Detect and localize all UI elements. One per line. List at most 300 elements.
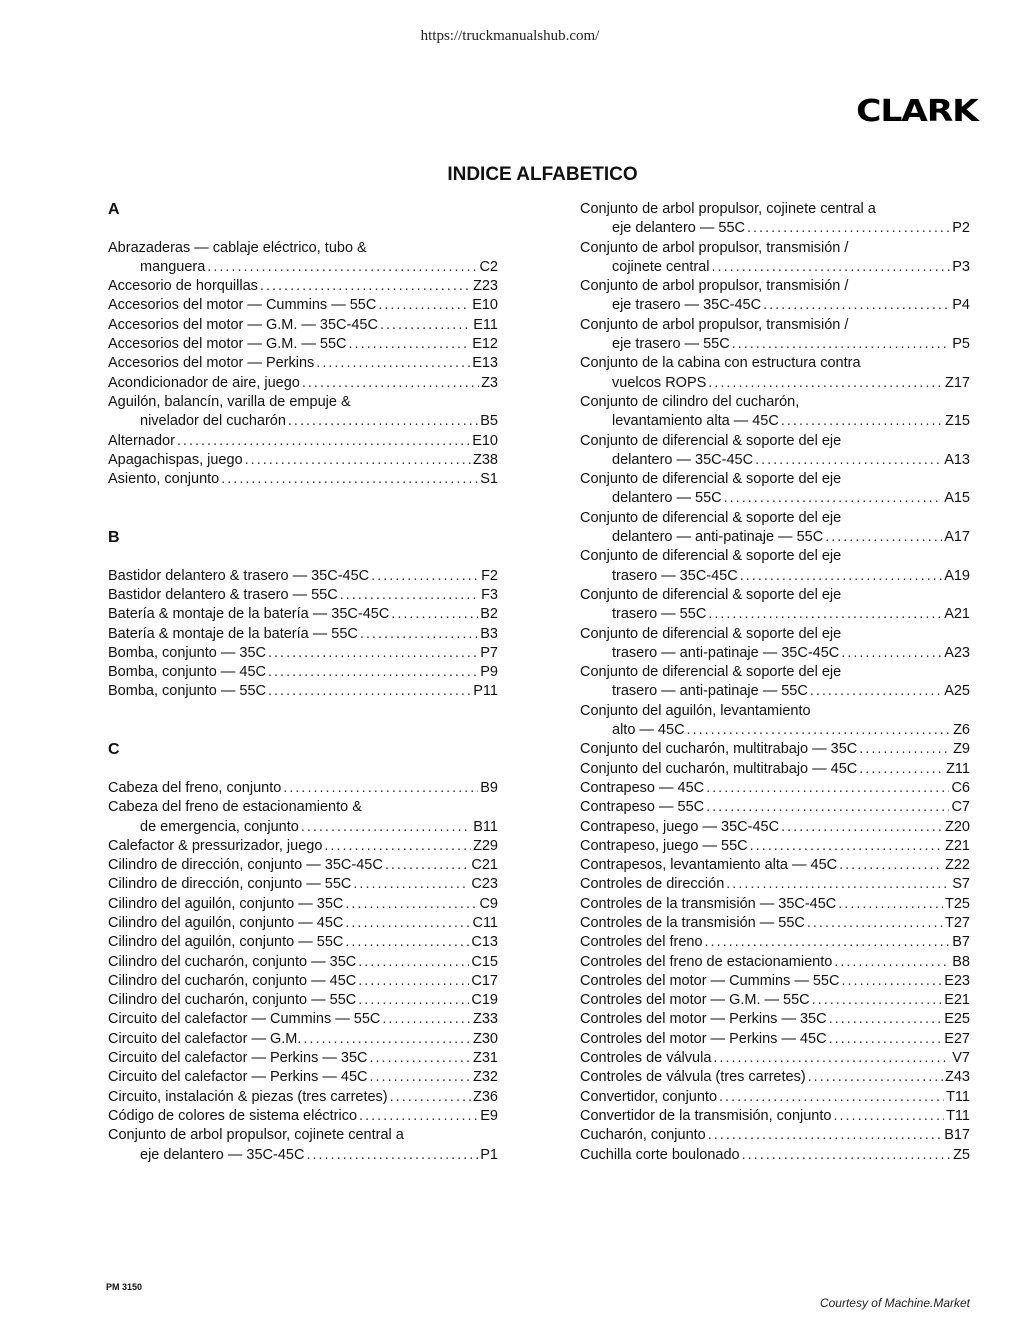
index-entry-line [108,277,498,296]
index-entry-line [580,914,970,933]
dot-leader [708,605,942,624]
index-entry-line [580,586,970,605]
dot-leader [358,953,469,972]
dot-leader [687,721,952,740]
page-ref: F2 [481,567,498,584]
index-entry-line [108,605,498,624]
index-entry-line [580,489,970,508]
page-ref: E23 [944,972,970,989]
section-letter: B [108,529,120,547]
entry-text: Conjunto de diferencial & soporte del eje [580,586,842,603]
entry-text: trasero — anti-patinaje — 35C-45C [612,644,840,661]
entry-text: eje delantero — 55C [612,220,745,237]
page-ref: Z32 [473,1069,498,1086]
section-gap [108,702,498,721]
dot-leader [382,1010,471,1029]
dot-leader [288,412,478,431]
index-entry-line [108,972,498,991]
index-entry-line [108,451,498,470]
index-entry-line [580,953,970,972]
dot-leader [301,818,471,837]
entry-text: Controles de válvula (tres carretes) [580,1069,806,1086]
index-entry-line [580,625,970,644]
entry-text: trasero — 35C-45C [612,567,738,584]
index-entry [108,1126,498,1165]
dot-leader [306,1146,478,1165]
index-entry [580,277,970,316]
entry-text: Cilindro del cucharón, conjunto — 45C [108,972,357,989]
entry-text: Controles del motor — Perkins — 35C [580,1011,827,1028]
entry-text: alto — 45C [612,722,685,739]
page-ref: Z20 [945,818,970,835]
index-entry [580,895,970,914]
page-ref: E11 [473,316,498,333]
page-ref: T27 [945,914,970,931]
entry-text: Conjunto del cucharón, multitrabajo — 35C [580,741,858,758]
page-ref: C9 [479,895,498,912]
index-entry-line [108,914,498,933]
index-entry-line [580,1030,970,1049]
index-entry-line [580,412,970,431]
section-gap [108,547,498,566]
index-entry-line [108,354,498,373]
entry-text: delantero — anti-patinaje — 55C [612,529,824,546]
index-entry-line [108,895,498,914]
entry-text: Cilindro del cucharón, conjunto — 55C [108,992,357,1009]
page-ref: E21 [944,992,970,1009]
entry-text: Aguilón, balancín, varilla de empuje & [108,393,351,410]
page-ref: P4 [952,297,970,314]
index-entry-line [580,1088,970,1107]
page-ref: Z31 [473,1050,498,1067]
page-ref: E13 [472,355,498,372]
page-ref: E12 [472,336,498,353]
entry-text: eje trasero — 55C [612,336,730,353]
dot-leader [825,528,942,547]
index-entry-line [580,1010,970,1029]
dot-leader [841,972,942,991]
dot-leader [708,1126,942,1145]
dot-leader [302,374,479,393]
index-entry [108,277,498,296]
page-ref: B2 [480,606,498,623]
entry-text: Conjunto de arbol propulsor, transmisión / [580,239,849,256]
page-ref: V7 [952,1050,970,1067]
page-ref: C19 [471,992,498,1009]
dot-leader [358,972,469,991]
courtesy-note: Courtesy of Machine.Market [819,1296,970,1310]
dot-leader [390,1088,471,1107]
index-entry [580,1030,970,1049]
dot-leader [706,779,949,798]
page-ref: A23 [944,644,970,661]
entry-text: Conjunto de diferencial & soporte del eje [580,664,842,681]
entry-text: delantero — 55C [612,490,722,507]
index-entry [580,875,970,894]
entry-text: Código de colores de sistema eléctrico [108,1107,358,1124]
dot-leader [834,953,950,972]
dot-leader [359,1107,478,1126]
entry-text: trasero — anti-patinaje — 55C [612,683,808,700]
entry-text: nivelador del cucharón [140,413,286,430]
dot-leader [755,451,942,470]
index-entry [108,432,498,451]
dot-leader [763,296,950,315]
dot-leader [859,740,951,759]
index-entry-line [580,837,970,856]
dot-leader [829,1030,943,1049]
page-ref: Z43 [945,1069,970,1086]
entry-text: Conjunto de arbol propulsor, transmisión / [580,278,849,295]
index-entry-line [580,316,970,335]
index-entry-line [580,528,970,547]
entry-text: Bomba, conjunto — 45C [108,664,266,681]
index-entry [580,798,970,817]
page-ref: E9 [480,1107,498,1124]
index-entry-line [580,239,970,258]
entry-text: Convertidor de la transmisión, conjunto [580,1107,832,1124]
section-gap [108,721,498,740]
index-entry [108,605,498,624]
entry-text: Conjunto del cucharón, multitrabajo — 45C [580,760,858,777]
page-ref: Z33 [473,1011,498,1028]
dot-leader [807,914,943,933]
dot-leader [705,933,951,952]
page-title: INDICE ALFABETICO [447,164,638,185]
dot-leader [358,991,469,1010]
page-ref: Z9 [953,741,970,758]
index-entry-line [108,432,498,451]
index-entry-line [580,740,970,759]
index-entry-line [108,856,498,875]
entry-text: Batería & montaje de la batería — 55C [108,625,358,642]
index-entry [580,856,970,875]
index-entry-line [108,1049,498,1068]
index-entry-line [108,239,498,258]
entry-text: Cilindro del aguilón, conjunto — 35C [108,895,344,912]
index-entry [108,335,498,354]
index-entry [108,567,498,586]
entry-text: Cucharón, conjunto [580,1127,706,1144]
dot-leader [750,837,943,856]
index-entry [108,625,498,644]
index-entry-line [580,296,970,315]
page-ref: C17 [471,972,498,989]
entry-text: eje delantero — 35C-45C [140,1146,305,1163]
index-entry [108,837,498,856]
entry-text: Circuito del calefactor — Cummins — 55C [108,1011,381,1028]
entry-text: cojinete central [612,258,710,275]
entry-text: Controles del motor — Cummins — 55C [580,972,840,989]
entry-text: Cilindro del aguilón, conjunto — 45C [108,914,344,931]
entry-text: Cilindro del aguilón, conjunto — 55C [108,934,344,951]
entry-text: Conjunto de arbol propulsor, cojinete central a [580,201,876,217]
entry-text: Contrapeso — 45C [580,779,705,796]
dot-leader [385,856,470,875]
page-ref: B8 [952,953,970,970]
dot-leader [838,895,943,914]
dot-leader [207,258,477,277]
dot-leader [732,335,951,354]
page-ref: C6 [951,779,970,796]
dot-leader [810,682,942,701]
entry-text: Controles del freno [580,934,703,951]
index-entry [108,644,498,663]
index-entry [580,470,970,509]
index-entry [580,663,970,702]
dot-leader [781,412,943,431]
entry-text: Controles del motor — G.M. — 55C [580,992,810,1009]
index-entry [580,625,970,664]
index-entry [580,933,970,952]
entry-text: Controles de válvula [580,1050,712,1067]
entry-text: Bomba, conjunto — 35C [108,644,266,661]
index-entry-line [108,412,498,431]
page-ref: E25 [944,1011,970,1028]
page-ref: P7 [480,644,498,661]
index-entry-line [108,644,498,663]
dot-leader [283,779,478,798]
index-entry-line [108,953,498,972]
index-entry [108,682,498,701]
entry-text: Cabeza del freno de estacionamiento & [108,799,362,816]
page-ref: Z22 [945,857,970,874]
index-entry-line [108,818,498,837]
dot-leader [829,1010,943,1029]
index-entry [580,702,970,741]
page-ref: A25 [944,683,970,700]
entry-text: Circuito del calefactor — Perkins — 35C [108,1050,368,1067]
index-entry [108,374,498,393]
index-entry-line [580,779,970,798]
index-entry-line [580,798,970,817]
page-ref: A21 [944,606,970,623]
index-entry-line [108,682,498,701]
dot-leader [859,760,944,779]
index-entry [580,1010,970,1029]
index-entry [580,914,970,933]
index-entry [108,393,498,432]
entry-text: Conjunto de diferencial & soporte del eje [580,548,842,565]
index-entry [108,1010,498,1029]
index-entry-line [580,702,970,721]
dot-leader [260,277,471,296]
page-ref: Z36 [473,1088,498,1105]
page-ref: B11 [473,818,498,835]
dot-leader [349,335,471,354]
index-entry-line [108,933,498,952]
entry-text: Conjunto de cilindro del cucharón, [580,393,800,410]
dot-leader [839,856,943,875]
dot-leader [726,875,950,894]
entry-text: Cilindro de dirección, conjunto — 35C-45C [108,857,383,874]
index-entry [108,451,498,470]
index-entry-line [580,354,970,373]
page-ref: T25 [945,895,970,912]
page-ref: T11 [946,1088,970,1105]
dot-leader [303,1030,471,1049]
index-entry-line [108,625,498,644]
page-ref: P1 [480,1146,498,1163]
index-entry [580,1126,970,1145]
index-entry-line [580,721,970,740]
entry-text: Cilindro del cucharón, conjunto — 35C [108,953,357,970]
dot-leader [345,895,477,914]
index-entry-line [580,200,970,219]
index-entry [580,953,970,972]
dot-leader [345,914,470,933]
entry-text: Conjunto del aguilón, levantamiento [580,702,811,719]
entry-text: Cuchilla corte boulonado [580,1146,740,1163]
entry-text: Alternador [108,432,175,449]
index-entry-line [108,258,498,277]
page-ref: P3 [952,258,970,275]
page-ref: P2 [952,220,970,237]
index-entry-line [108,335,498,354]
dot-leader [340,586,479,605]
dot-leader [724,489,943,508]
page-ref: B3 [480,625,498,642]
index-entry-line [108,374,498,393]
dot-leader [706,798,949,817]
entry-text: Circuito, instalación & piezas (tres carretes) [108,1088,388,1105]
entry-text: Bomba, conjunto — 55C [108,683,266,700]
index-entry [580,200,970,239]
dot-leader [391,605,478,624]
index-entry [108,953,498,972]
entry-text: Controles del motor — Perkins — 45C [580,1030,827,1047]
entry-text: Cilindro de dirección, conjunto — 55C [108,876,352,893]
dot-leader [177,432,470,451]
entry-text: Asiento, conjunto [108,471,220,488]
entry-text: Conjunto de diferencial & soporte del eje [580,471,842,488]
entry-text: Bastidor delantero & trasero — 55C [108,586,338,603]
page-ref: A13 [944,451,970,468]
entry-text: manguera [140,258,206,275]
page-ref: F3 [481,586,498,603]
index-entry-line [580,432,970,451]
index-entry-line [580,856,970,875]
entry-text: Conjunto de arbol propulsor, transmisión / [580,316,849,333]
index-entry-line [108,393,498,412]
page-ref: C15 [471,953,498,970]
index-entry-line [580,567,970,586]
index-entry [108,296,498,315]
index-entry [580,1049,970,1068]
dot-leader [371,567,479,586]
section-letter: A [108,201,120,218]
dot-leader [781,818,943,837]
entry-text: Accesorios del motor — G.M. — 35C-45C [108,316,378,333]
index-entry [108,316,498,335]
index-entry [108,663,498,682]
dot-leader [747,219,950,238]
index-entry-line [580,895,970,914]
entry-text: Accesorios del motor — Cummins — 55C [108,297,377,314]
dot-leader [708,374,943,393]
index-entry [580,779,970,798]
entry-text: Apagachispas, juego [108,451,243,468]
entry-text: Conjunto de la cabina con estructura contra [580,355,861,372]
page-ref: Z38 [473,451,498,468]
index-entry [108,470,498,489]
index-entry [108,779,498,798]
index-right-column [580,200,970,1165]
index-entry [580,1068,970,1087]
index-entry-line [108,316,498,335]
page-ref: Z3 [481,374,498,391]
index-entry-line [108,567,498,586]
dot-leader [380,316,471,335]
section-gap [108,219,498,238]
page-ref: C11 [472,914,498,931]
entry-text: Controles de la transmisión — 35C-45C [580,895,837,912]
index-entry [580,972,970,991]
entry-text: Controles de la transmisión — 55C [580,914,805,931]
index-entry [108,239,498,278]
section-letter: C [108,741,120,759]
section-gap [108,509,498,528]
dot-leader [378,296,470,315]
page-ref: A17 [944,529,970,546]
dot-leader [370,1049,472,1068]
index-entry-line [108,1107,498,1126]
page-ref: P9 [480,664,498,681]
dot-leader [316,354,470,373]
index-entry-line [108,586,498,605]
dot-leader [268,644,478,663]
page-ref: C23 [471,876,498,893]
entry-text: Convertidor, conjunto [580,1088,718,1105]
page-ref: Z15 [945,413,970,430]
dot-leader [808,1068,943,1087]
index-entry-line [580,1107,970,1126]
entry-text: vuelcos ROPS [612,374,707,391]
entry-text: Contrapeso, juego — 35C-45C [580,818,780,835]
page-ref: B17 [944,1127,970,1144]
index-entry [580,1107,970,1126]
entry-text: Contrapesos, levantamiento alta — 45C [580,857,838,874]
index-entry [580,354,970,393]
index-entry-line [580,1049,970,1068]
index-entry [580,316,970,355]
entry-text: Conjunto de diferencial & soporte del eje [580,625,842,642]
page-ref: Z6 [953,722,970,739]
entry-text: Contrapeso, juego — 55C [580,837,748,854]
page-ref: T11 [946,1107,970,1124]
page-ref: C13 [471,934,498,951]
page-ref: E10 [472,297,498,314]
dot-leader [713,1049,950,1068]
page-ref: B9 [480,779,498,796]
entry-text: delantero — 35C-45C [612,451,754,468]
entry-text: Controles de dirección [580,876,725,893]
page-ref: A15 [944,490,970,507]
index-entry [580,837,970,856]
index-entry-line [580,1068,970,1087]
index-entry [108,1049,498,1068]
page-ref: B5 [480,413,498,430]
index-entry [580,1088,970,1107]
document-code: PM 3150 [106,1282,143,1292]
index-entry-line [580,875,970,894]
index-entry-line [580,682,970,701]
page-ref: Z5 [953,1146,970,1163]
index-entry-line [108,1010,498,1029]
entry-text: Cabeza del freno, conjunto [108,779,282,796]
dot-leader [353,875,469,894]
entry-text: Batería & montaje de la batería — 35C-45C [108,606,390,623]
